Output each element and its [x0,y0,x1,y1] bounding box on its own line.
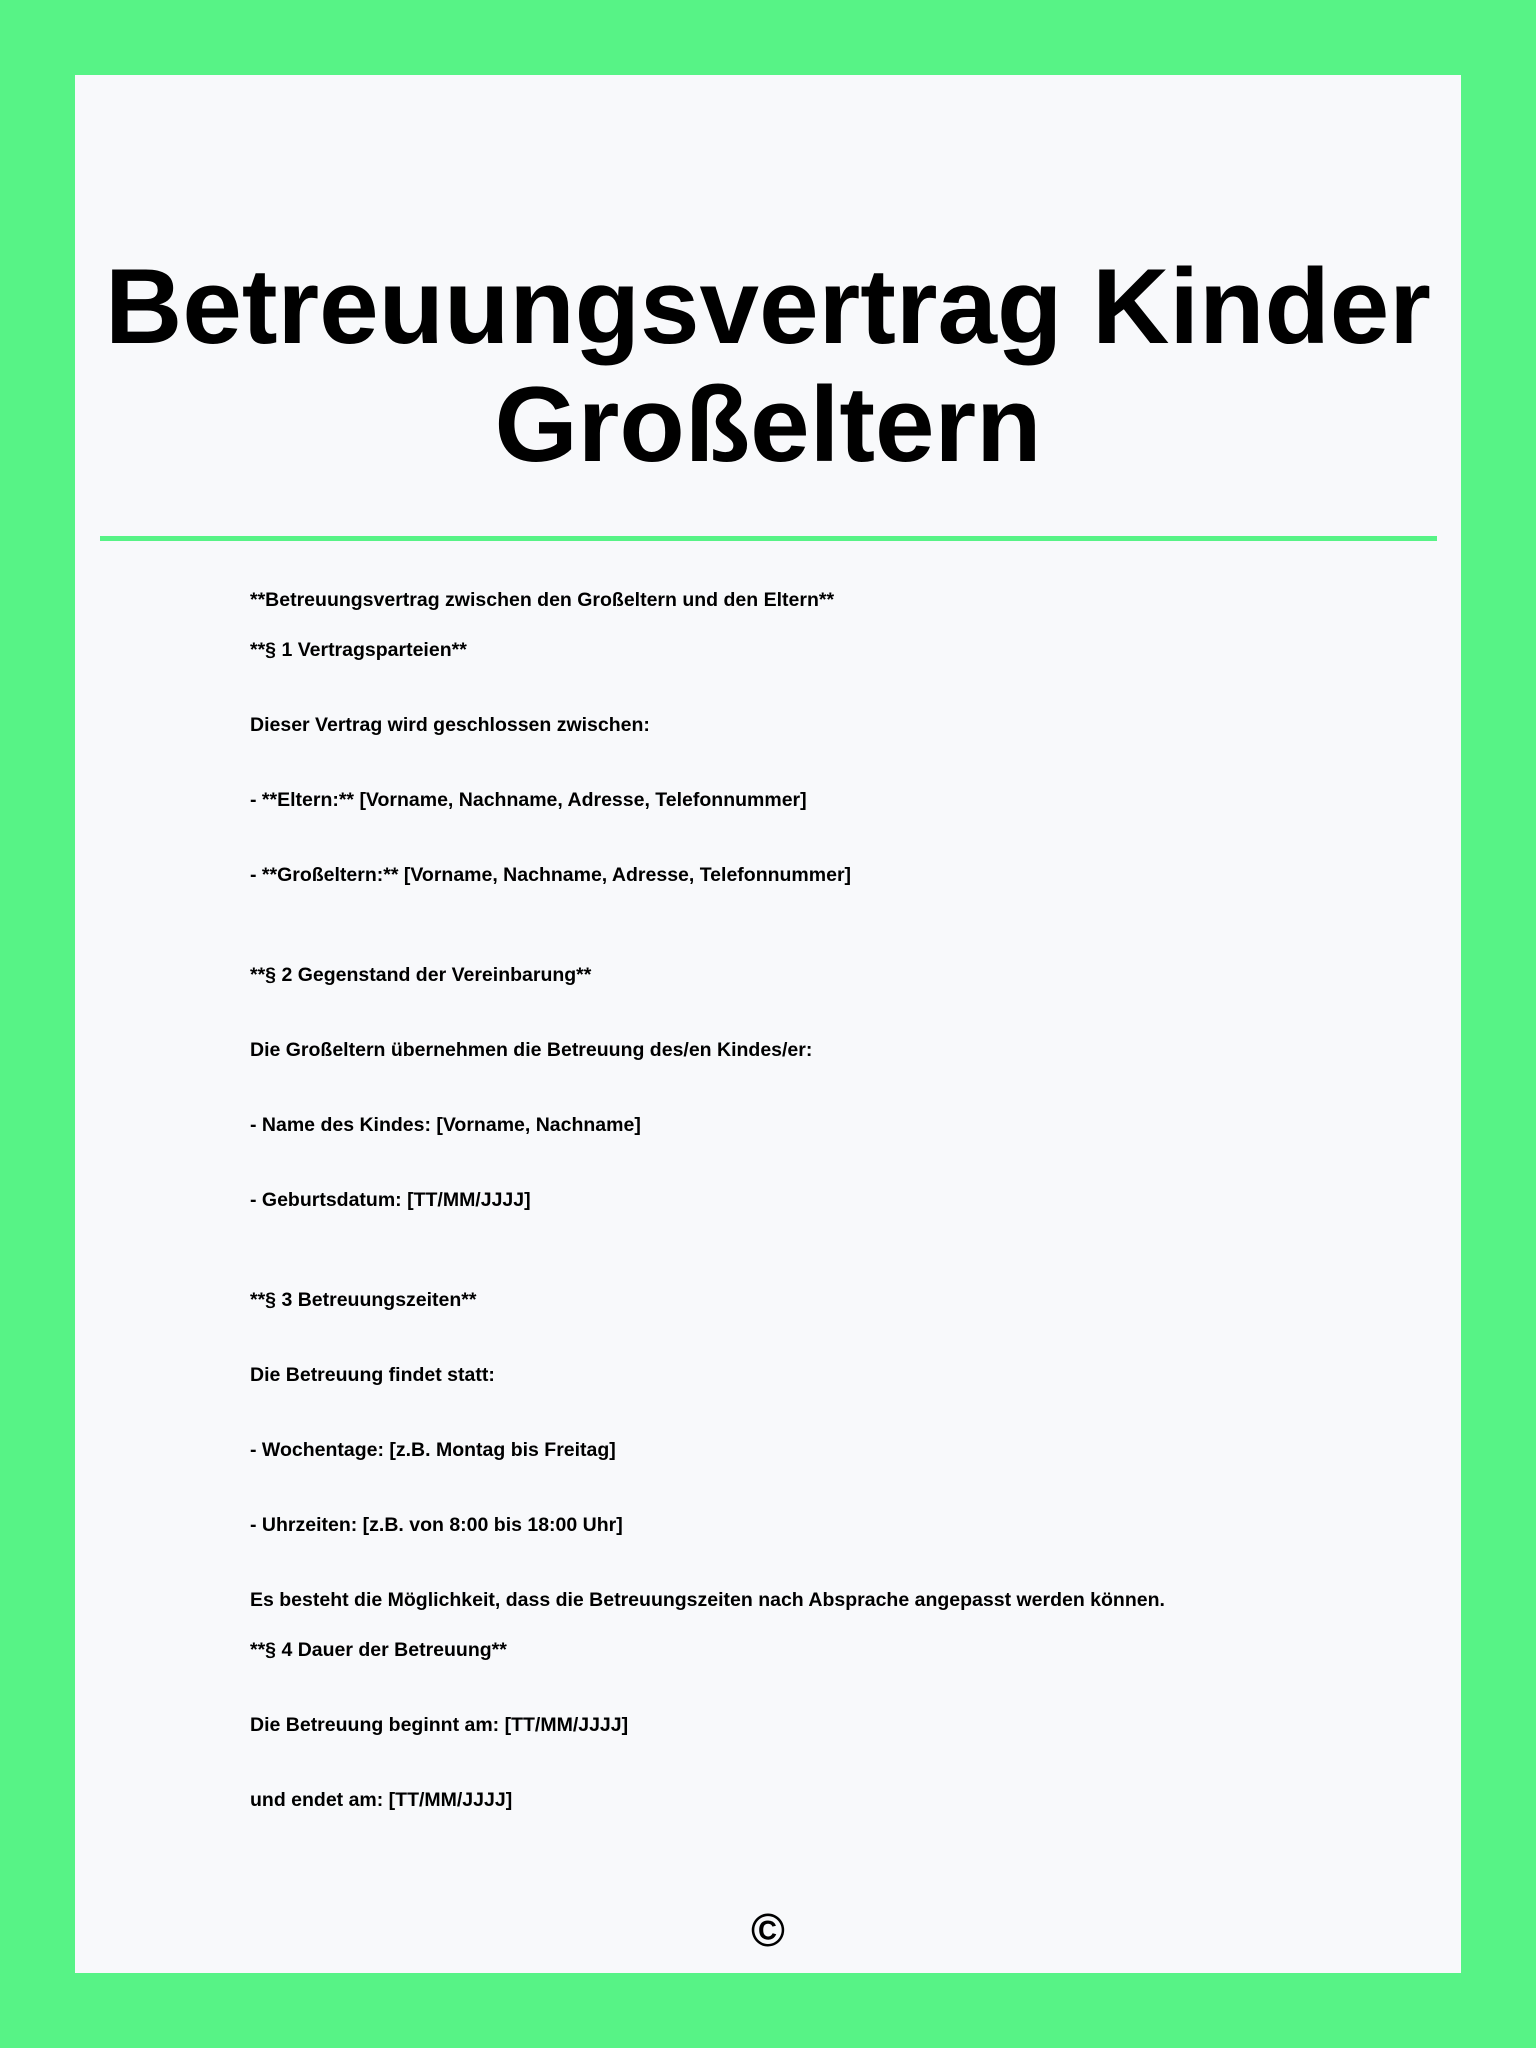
weekdays: - Wochentage: [z.B. Montag bis Freitag] [250,1439,616,1461]
document-page [75,75,1461,1973]
title-line-2: Großeltern [494,364,1042,484]
title-divider [100,536,1437,541]
child-birthdate: - Geburtsdatum: [TT/MM/JJJJ] [250,1189,531,1211]
start-date: Die Betreuung beginnt am: [TT/MM/JJJJ] [250,1714,629,1736]
document-title [75,247,1461,483]
section-2-heading: **§ 2 Gegenstand der Vereinbarung** [250,964,592,986]
section-3-intro: Die Betreuung findet statt: [250,1364,495,1386]
grandparents-party: - **Großeltern:** [Vorname, Nachname, Adresse, Telefonnummer] [250,864,852,886]
hours: - Uhrzeiten: [z.B. von 8:00 bis 18:00 Uhr] [250,1514,623,1536]
contract-heading: **Betreuungsvertrag zwischen den Großeltern und den Eltern** [250,589,835,611]
adjustment-note: Es besteht die Möglichkeit, dass die Betreuungszeiten nach Absprache angepasst werden können. [250,1589,1165,1611]
parents-party: - **Eltern:** [Vorname, Nachname, Adresse, Telefonnummer] [250,789,807,811]
section-4-heading: **§ 4 Dauer der Betreuung** [250,1639,507,1661]
section-2-intro: Die Großeltern übernehmen die Betreuung des/en Kindes/er: [250,1039,813,1061]
section-3-heading: **§ 3 Betreuungszeiten** [250,1289,477,1311]
child-name: - Name des Kindes: [Vorname, Nachname] [250,1114,641,1136]
section-1-heading: **§ 1 Vertragsparteien** [250,639,467,661]
section-1-intro: Dieser Vertrag wird geschlossen zwischen: [250,714,650,736]
end-date: und endet am: [TT/MM/JJJJ] [250,1789,513,1811]
copyright-symbol: © [751,1904,785,1956]
title-line-1: Betreuungsvertrag Kinder [105,246,1431,366]
